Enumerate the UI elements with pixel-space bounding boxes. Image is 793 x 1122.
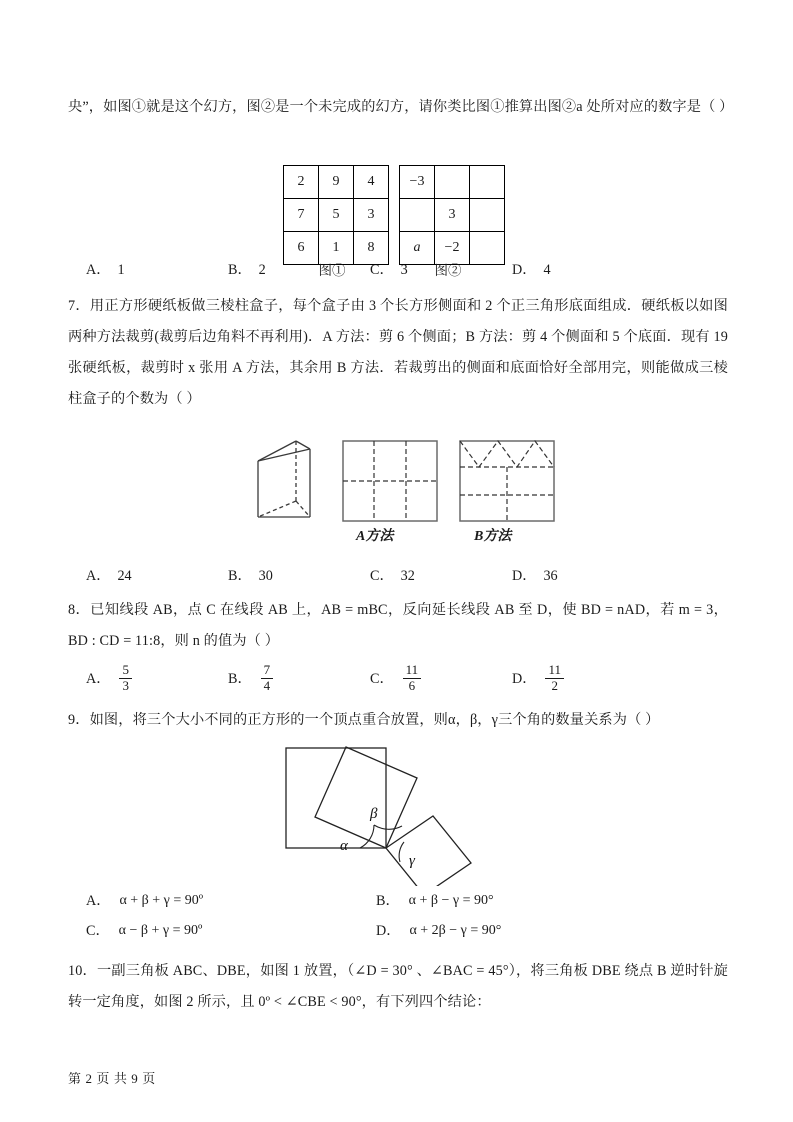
three-squares-diagram [68, 738, 728, 886]
option-a-label: A． [86, 262, 111, 278]
option-d-value: 36 [543, 568, 558, 584]
question-9-text: 9．如图，将三个大小不同的正方形的一个顶点重合放置，则α，β，γ三个角的数量关系为（ ） [68, 712, 660, 728]
beta-arc [374, 825, 402, 829]
question-9-options-row-2 [68, 916, 728, 946]
option-d-value: 4 [543, 262, 551, 278]
option-b-value: α + β − γ = 90° [408, 893, 494, 908]
option-c-label: C． [370, 568, 394, 584]
option-d[interactable] [512, 255, 654, 285]
cell: 2 [284, 166, 319, 199]
triangular-prism-icon [258, 441, 310, 517]
cell [435, 166, 470, 199]
option-a-fraction [119, 663, 132, 693]
cell: 3 [435, 199, 470, 232]
page-content [68, 92, 734, 1018]
option-b-label: B． [228, 671, 252, 687]
question-7-text: 7．用正方形硬纸板做三棱柱盒子，每个盒子由 3 个长方形侧面和 2 个正三角形底面组成．硬纸板以如图两种方法裁剪(裁剪后边角料不再利用)．A 方法：剪 6 个侧面；B 方法：剪 4 个侧面和 5 个底面．现有 19 张硬纸板，裁剪时 x 张用 A 方法，其余用 B 方法．若裁剪出的侧面和底面恰好全部用完，则能做成三棱柱盒子的个数为（ ） [68, 298, 728, 407]
option-c[interactable] [370, 561, 512, 591]
cut-method-b-diagram [460, 441, 554, 521]
table-row [400, 199, 505, 232]
option-a-label: A． [86, 893, 111, 909]
table-row [284, 166, 389, 199]
option-d[interactable] [512, 657, 654, 701]
option-c-value: 3 [400, 262, 408, 278]
option-d[interactable] [512, 561, 654, 591]
option-c-value: α − β + γ = 90º [118, 923, 203, 938]
fraction-denominator: 2 [545, 678, 564, 694]
option-c-label: C． [370, 671, 394, 687]
cell [470, 166, 505, 199]
fraction-numerator: 11 [405, 661, 419, 677]
cell-a: a [400, 232, 435, 265]
option-c-label: C． [86, 923, 110, 939]
cut-method-b-caption: B方法 [474, 529, 512, 544]
fraction-numerator: 7 [263, 661, 271, 677]
page-footer: 第 2 页 共 9 页 [68, 1071, 156, 1086]
question-10-text: 10．一副三角板 ABC、DBE，如图 1 放置，（∠D = 30° 、∠BAC = 45°），将三角板 DBE 绕点 B 逆时针旋转一定角度，如图 2 所示，且 0º < ∠CBE < 90°，有下列四个结论： [68, 963, 728, 1010]
option-a-label: A． [86, 568, 111, 584]
option-b[interactable] [376, 886, 666, 916]
option-b-label: B． [228, 262, 252, 278]
cell: 9 [319, 166, 354, 199]
table-row [284, 199, 389, 232]
magic-square-table-1 [283, 165, 389, 265]
option-a[interactable] [86, 255, 228, 285]
prism-and-cut-diagrams [68, 421, 728, 561]
cell: 5 [319, 199, 354, 232]
option-b-fraction [261, 663, 274, 693]
beta-label: β [370, 806, 378, 822]
option-a-value: 1 [117, 262, 125, 278]
small-square [386, 816, 471, 886]
cell: −3 [400, 166, 435, 199]
question-9-options-row-1 [68, 886, 728, 916]
option-a[interactable] [86, 886, 376, 916]
cut-method-a-diagram [343, 441, 437, 521]
fraction-numerator: 11 [548, 661, 561, 677]
question-6-text: 央”，如图①就是这个幻方，图②是一个未完成的幻方，请你类比图①推算出图②a 处所对应的数字是（ ） [68, 99, 734, 115]
gamma-label: γ [409, 853, 415, 869]
cell: 4 [354, 166, 389, 199]
fraction-denominator: 6 [403, 678, 422, 694]
option-a-label: A． [86, 671, 111, 687]
figure-caption-2: 图② [434, 263, 462, 278]
cell: −2 [435, 232, 470, 265]
angle-arcs [360, 825, 404, 862]
alpha-label: α [340, 838, 348, 854]
option-b-label: B． [376, 893, 400, 909]
option-c-value: 32 [400, 568, 415, 584]
option-d-value: α + 2β − γ = 90° [409, 923, 502, 938]
option-b-value: 30 [258, 568, 273, 584]
option-a-value: α + β + γ = 90º [119, 893, 204, 908]
cell: 3 [354, 199, 389, 232]
option-c-fraction [403, 663, 422, 693]
gamma-arc [399, 842, 404, 862]
option-c-label: C． [370, 262, 394, 278]
option-b[interactable] [228, 561, 370, 591]
figure-caption-1: 图① [318, 263, 346, 278]
option-a[interactable] [86, 657, 228, 701]
option-c[interactable] [86, 916, 376, 946]
question-9-figure [68, 738, 728, 886]
option-b-value: 2 [258, 262, 266, 278]
magic-square-table-2 [399, 165, 505, 265]
cell: 8 [354, 232, 389, 265]
cell: 6 [284, 232, 319, 265]
cut-method-a-caption: A方法 [356, 529, 394, 544]
cell [400, 199, 435, 232]
medium-square [315, 747, 417, 848]
question-8-options [68, 657, 728, 701]
fraction-denominator: 3 [119, 678, 132, 694]
option-c[interactable] [370, 657, 512, 701]
question-8-text: 8．已知线段 AB，点 C 在线段 AB 上，AB = mBC，反向延长线段 AB 至 D，使 BD = nAD，若 m = 3，BD : CD = 11:8，则 n 的值为（ ） [68, 602, 728, 649]
option-d-label: D． [512, 568, 537, 584]
fraction-numerator: 5 [122, 661, 129, 677]
option-b-label: B． [228, 568, 252, 584]
magic-square-figures [68, 127, 728, 278]
fraction-denominator: 4 [261, 678, 274, 694]
table-row [400, 166, 505, 199]
option-a[interactable] [86, 561, 228, 591]
option-d[interactable] [376, 916, 666, 946]
question-7-figures [68, 421, 728, 561]
option-d-label: D． [512, 671, 537, 687]
option-d-label: D． [512, 262, 537, 278]
large-square [286, 748, 386, 848]
cell: 1 [319, 232, 354, 265]
option-a-value: 24 [117, 568, 132, 584]
option-b[interactable] [228, 657, 370, 701]
alpha-arc [360, 825, 374, 848]
cell: 7 [284, 199, 319, 232]
question-6-options [68, 255, 728, 285]
question-7-options [68, 561, 728, 591]
option-d-fraction [545, 663, 564, 693]
option-d-label: D． [376, 923, 401, 939]
cell [470, 199, 505, 232]
